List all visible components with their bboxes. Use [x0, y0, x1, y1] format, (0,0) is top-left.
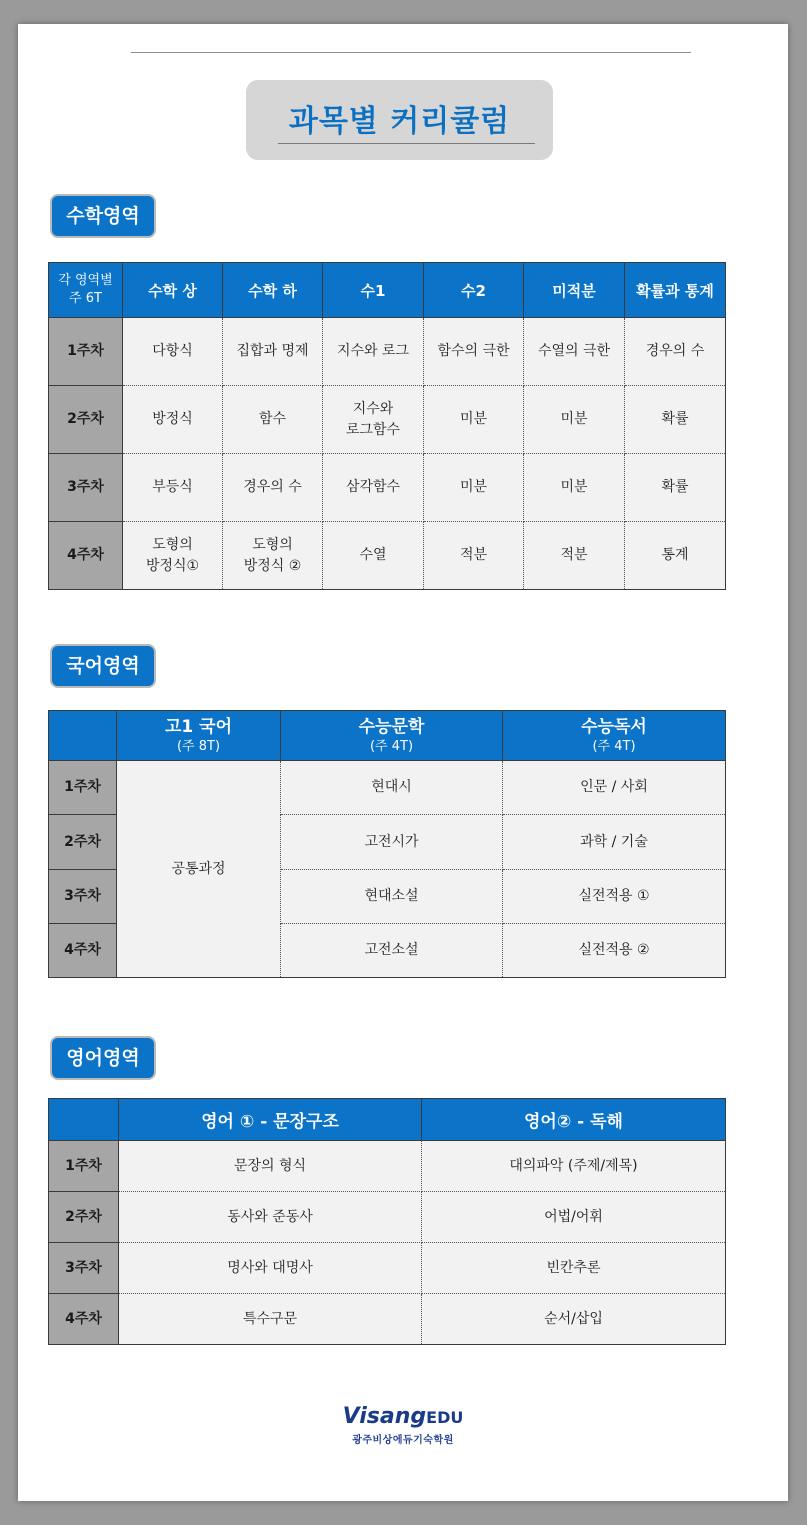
- table-cell: 문장의 형식: [119, 1141, 422, 1192]
- table-row: [49, 761, 726, 815]
- table-cell: 미분: [424, 454, 524, 522]
- table-row: [49, 522, 726, 590]
- table-cell: 어법/어휘: [422, 1192, 726, 1243]
- table-row: [49, 1192, 726, 1243]
- math-header: 수학 상: [123, 263, 223, 318]
- table-cell: 함수: [223, 386, 323, 454]
- math-header: 수1: [323, 263, 424, 318]
- week-label: 4주차: [49, 924, 117, 978]
- week-label: 2주차: [49, 815, 117, 870]
- korean-section-label: 국어영역: [50, 644, 156, 688]
- korean-header: [117, 711, 281, 761]
- week-label: 3주차: [49, 1243, 119, 1294]
- table-cell: 함수의 극한: [424, 318, 524, 386]
- table-cell: 동사와 준동사: [119, 1192, 422, 1243]
- table-cell: 실전적용 ②: [503, 924, 726, 978]
- korean-header-sub: (주 4T): [369, 739, 414, 754]
- brand-v-letter: V: [342, 1404, 360, 1429]
- math-header: 확률과 통계: [625, 263, 726, 318]
- title-banner: [246, 80, 553, 160]
- week-label: 4주차: [49, 522, 123, 590]
- table-cell: 순서/삽입: [422, 1294, 726, 1345]
- table-cell: 고전시가: [281, 815, 503, 870]
- math-header: 미적분: [524, 263, 625, 318]
- brand-subtitle: 광주비상에듀기숙학원: [352, 1435, 454, 1446]
- common-course-cell: 공통과정: [117, 761, 281, 978]
- korean-corner-header: [49, 711, 117, 761]
- table-cell: 적분: [424, 522, 524, 590]
- korean-header-title: 수능독서: [581, 717, 647, 737]
- table-cell: 현대시: [281, 761, 503, 815]
- table-cell: 미분: [524, 454, 625, 522]
- table-row: [49, 386, 726, 454]
- math-corner-header: 각 영역별 주 6T: [49, 263, 123, 318]
- korean-header: [503, 711, 726, 761]
- table-cell: 집합과 명제: [223, 318, 323, 386]
- table-cell: 삼각함수: [323, 454, 424, 522]
- english-section-label: 영어영역: [50, 1036, 156, 1080]
- brand-wordmark: [343, 1404, 464, 1429]
- english-corner-header: [49, 1099, 119, 1141]
- week-label: 1주차: [49, 318, 123, 386]
- week-label: 1주차: [49, 1141, 119, 1192]
- math-header: 수학 하: [223, 263, 323, 318]
- table-cell: 현대소설: [281, 870, 503, 924]
- table-row: [49, 1141, 726, 1192]
- table-cell: 과학 / 기술: [503, 815, 726, 870]
- math-section-label: 수학영역: [50, 194, 156, 238]
- table-cell: 방정식: [123, 386, 223, 454]
- table-cell: 특수구문: [119, 1294, 422, 1345]
- table-cell: 수열: [323, 522, 424, 590]
- math-header: 수2: [424, 263, 524, 318]
- top-divider: [131, 52, 691, 53]
- table-cell: 통계: [625, 522, 726, 590]
- table-row: [49, 1294, 726, 1345]
- table-cell: 지수와 로그함수: [323, 386, 424, 454]
- table-row: [49, 318, 726, 386]
- brand-logo: [18, 1404, 788, 1446]
- table-row: [49, 1243, 726, 1294]
- week-label: 4주차: [49, 1294, 119, 1345]
- title-underline: [278, 143, 535, 144]
- table-cell: 도형의 방정식①: [123, 522, 223, 590]
- table-cell: 경우의 수: [625, 318, 726, 386]
- korean-header-title: 수능문학: [358, 717, 425, 737]
- korean-header-row: [49, 711, 726, 761]
- table-cell: 부등식: [123, 454, 223, 522]
- table-cell: 명사와 대명사: [119, 1243, 422, 1294]
- table-cell: 지수와 로그: [323, 318, 424, 386]
- table-cell: 대의파악 (주제/제목): [422, 1141, 726, 1192]
- table-cell: 고전소설: [281, 924, 503, 978]
- korean-header-sub: (주 4T): [592, 739, 636, 754]
- korean-table: [48, 710, 726, 978]
- table-cell: 수열의 극한: [524, 318, 625, 386]
- brand-name: isang: [359, 1404, 427, 1429]
- brand-edu: EDU: [426, 1408, 464, 1427]
- korean-header-sub: (주 8T): [176, 739, 221, 754]
- table-cell: 빈칸추론: [422, 1243, 726, 1294]
- table-cell: 확률: [625, 386, 726, 454]
- table-cell: 다항식: [123, 318, 223, 386]
- english-header-row: [49, 1099, 726, 1141]
- math-header-row: [49, 263, 726, 318]
- english-header: 영어② - 독해: [422, 1099, 726, 1141]
- week-label: 2주차: [49, 1192, 119, 1243]
- week-label: 3주차: [49, 454, 123, 522]
- table-cell: 미분: [524, 386, 625, 454]
- korean-header-title: 고1 국어: [164, 717, 232, 737]
- table-cell: 적분: [524, 522, 625, 590]
- english-table: [48, 1098, 726, 1345]
- curriculum-card: [18, 24, 788, 1501]
- page-title: 과목별 커리큘럼: [288, 104, 511, 139]
- table-cell: 미분: [424, 386, 524, 454]
- week-label: 2주차: [49, 386, 123, 454]
- table-cell: 경우의 수: [223, 454, 323, 522]
- table-cell: 인문 / 사회: [503, 761, 726, 815]
- korean-header: [281, 711, 503, 761]
- week-label: 1주차: [49, 761, 117, 815]
- week-label: 3주차: [49, 870, 117, 924]
- table-cell: 도형의 방정식 ②: [223, 522, 323, 590]
- table-cell: 실전적용 ①: [503, 870, 726, 924]
- math-table: [48, 262, 726, 590]
- table-row: [49, 454, 726, 522]
- table-cell: 확률: [625, 454, 726, 522]
- english-header: 영어 ① - 문장구조: [119, 1099, 422, 1141]
